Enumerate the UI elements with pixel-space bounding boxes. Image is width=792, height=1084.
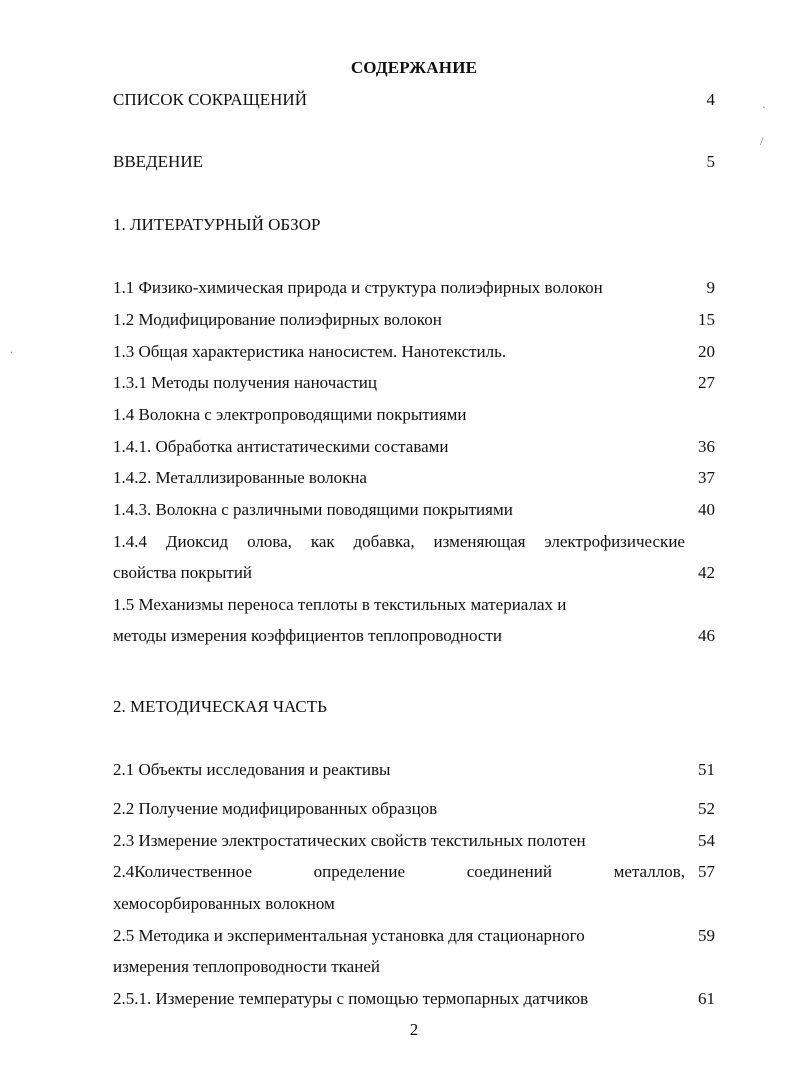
scan-speck: /	[760, 134, 764, 148]
toc-entry-label: 1.4 Волокна с электропроводящими покрытиями	[113, 405, 467, 424]
toc-entry-label: 1.2 Модифицирование полиэфирных волокон	[113, 310, 442, 329]
toc-entry-label-justified	[113, 862, 685, 882]
toc-entry-label: 1. ЛИТЕРАТУРНЫЙ ОБЗОР	[113, 215, 321, 234]
label-word: изменяющая	[433, 532, 526, 551]
toc-entry-label: 2. МЕТОДИЧЕСКАЯ ЧАСТЬ	[113, 697, 327, 716]
toc-entry-page: 15	[698, 310, 715, 329]
label-word: электрофизические	[544, 532, 685, 551]
toc-entry-page: 20	[698, 342, 715, 361]
toc-entry-label: 2.5.1. Измерение температуры с помощью термопарных датчиков	[113, 989, 589, 1008]
toc-entry-page: 9	[706, 278, 715, 297]
label-word: 1.4.4	[113, 532, 147, 551]
page-title: СОДЕРЖАНИЕ	[350, 58, 478, 77]
toc-entry-label: 1.3 Общая характеристика наносистем. Нанотекстиль.	[113, 342, 507, 361]
toc-entry-label: 2.2 Получение модифицированных образцов	[113, 799, 438, 818]
label-word: как	[310, 532, 335, 551]
toc-entry-page: 46	[698, 626, 715, 645]
toc-entry-label: ВВЕДЕНИЕ	[113, 152, 203, 171]
scan-speck: `	[762, 104, 766, 118]
toc-entry-label: 2.3 Измерение электростатических свойств текстильных полотен	[113, 831, 586, 850]
label-word: определение	[313, 862, 406, 881]
toc-entry-page: 42	[698, 563, 715, 582]
label-word: добавка,	[353, 532, 415, 551]
toc-entry-label-line1: 2.5 Методика и экспериментальная установка для стационарного	[113, 926, 585, 945]
toc-entry-label-justified	[113, 532, 685, 552]
toc-entry-label: СПИСОК СОКРАЩЕНИЙ	[113, 90, 307, 109]
toc-entry-page: 5	[706, 152, 715, 171]
toc-entry-label-line2: хемосорбированных волокном	[113, 894, 335, 913]
label-word: 2.4Количественное	[113, 862, 253, 881]
toc-entry-page: 27	[698, 373, 715, 392]
toc-entry-page: 40	[698, 500, 715, 519]
label-word: соединений	[466, 862, 552, 881]
toc-entry-label: 2.1 Объекты исследования и реактивы	[113, 760, 391, 779]
toc-entry-label: 1.1 Физико-химическая природа и структура полиэфирных волокон	[113, 278, 603, 297]
toc-entry-page: 52	[698, 799, 715, 818]
toc-entry-label-line2: свойства покрытий	[113, 563, 253, 582]
toc-entry-label: 1.4.1. Обработка антистатическими составами	[113, 437, 449, 456]
label-word: Диоксид	[165, 532, 229, 551]
toc-entry-label-line2: методы измерения коэффициентов теплопроводности	[113, 626, 502, 645]
toc-entry-page: 54	[698, 831, 715, 850]
toc-entry-page: 37	[698, 468, 715, 487]
toc-entry-label: 1.3.1 Методы получения наночастиц	[113, 373, 378, 392]
toc-entry-label-line2: измерения теплопроводности тканей	[113, 957, 380, 976]
toc-entry-page: 51	[698, 760, 715, 779]
toc-entry-label: 1.4.3. Волокна с различными поводящими покрытиями	[113, 500, 513, 519]
page-number: 2	[409, 1020, 419, 1039]
toc-entry-page: 36	[698, 437, 715, 456]
toc-entry-page: 59	[698, 926, 715, 945]
label-word: олова,	[247, 532, 292, 551]
toc-entry-label-line1: 1.5 Механизмы переноса теплоты в текстильных материалах и	[113, 595, 567, 614]
toc-entry-label: 1.4.2. Металлизированные волокна	[113, 468, 367, 487]
toc-entry-page: 57	[698, 862, 715, 881]
scan-speck: .	[10, 342, 13, 356]
toc-entry-page: 61	[698, 989, 715, 1008]
toc-entry-page: 4	[706, 90, 715, 109]
label-word: металлов,	[613, 862, 685, 881]
